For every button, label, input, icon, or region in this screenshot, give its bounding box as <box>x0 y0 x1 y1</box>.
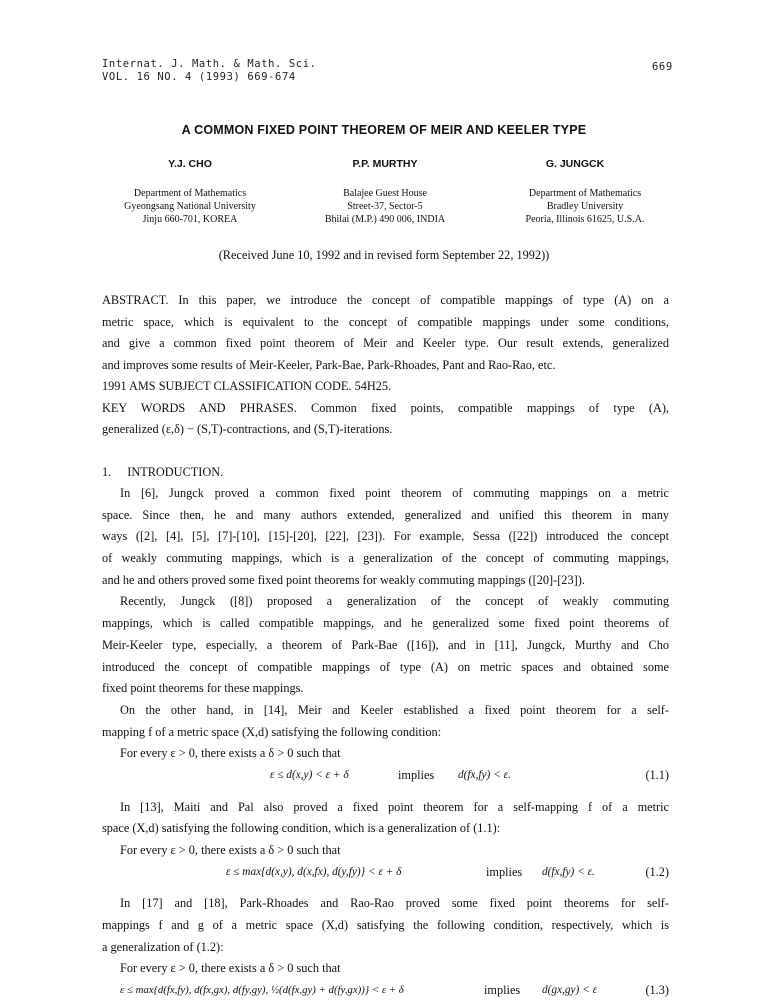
paragraph-line: introduced the concept of compatible mappings of type (A) on metric spaces and obtained some <box>102 659 669 674</box>
author-name: P.P. MURTHY <box>352 158 418 170</box>
paragraph-line: In [13], Maiti and Pal also proved a fixed point theorem for a self-mapping f of a metric <box>120 799 669 814</box>
affiliation-line: Peoria, Illinois 61625, U.S.A. <box>525 214 645 225</box>
equation-1-2 <box>102 862 669 884</box>
equation-number: (1.2) <box>645 864 669 879</box>
paper-title: A COMMON FIXED POINT THEOREM OF MEIR AND KEELER TYPE <box>181 123 587 137</box>
paragraph-line: On the other hand, in [14], Meir and Keeler established a fixed point theorem for a self- <box>120 702 669 717</box>
paragraph-line: space (X,d) satisfying the following condition, which is a generalization of (1.1): <box>102 821 501 836</box>
author-name: G. JUNGCK <box>545 158 605 170</box>
affiliation-line: Bhilai (M.P.) 490 006, INDIA <box>324 214 446 225</box>
equation-rhs: d(fx,fy) < ε. <box>542 865 595 878</box>
affiliation-line: Street-37, Sector-5 <box>347 201 423 212</box>
condition-intro: For every ε > 0, there exists a δ > 0 such that <box>120 961 341 976</box>
journal-volume: VOL. 16 NO. 4 (1993) 669-674 <box>102 71 296 83</box>
section-heading <box>102 462 223 484</box>
affiliation-line: Department of Mathematics <box>133 188 247 199</box>
abstract-line: and give a common fixed point theorem of Meir and Keeler type. Our result extends, generalized <box>102 336 669 351</box>
paragraph-line: a generalization of (1.2): <box>102 939 224 954</box>
paragraph-line: Recently, Jungck ([8]) proposed a generalization of the concept of weakly commuting <box>120 594 669 609</box>
condition-intro: For every ε > 0, there exists a δ > 0 such that <box>120 746 341 761</box>
paragraph-line: fixed point theorems for these mappings. <box>102 681 304 696</box>
affiliation-line: Bradley University <box>546 201 624 212</box>
condition-intro: For every ε > 0, there exists a δ > 0 such that <box>120 843 341 857</box>
equation-implies: implies <box>486 864 523 879</box>
paragraph-line: and he and others proved some fixed point theorems for weakly commuting mappings ([20]-[23]). <box>102 572 585 587</box>
equation-implies: implies <box>484 983 521 998</box>
equation-rhs: d(gx,gy) < ε <box>542 984 598 997</box>
paragraph-line: of weakly commuting mappings, which is a generalization of the concept of commuting mappings, <box>102 551 669 566</box>
equation-lhs: ε ≤ max{d(fx,fy), d(fx,gx), d(fy,gy), ½(d(fx,gy) + d(fy,gx))} < ε + δ <box>120 984 404 997</box>
affiliation-line: Balajee Guest House <box>343 188 427 199</box>
page-number: 669 <box>652 61 673 73</box>
received-dates: (Received June 10, 1992 and in revised form September 22, 1992)) <box>218 248 550 262</box>
abstract-line: ABSTRACT. In this paper, we introduce the concept of compatible mappings of type (A) on a <box>102 293 669 307</box>
affiliation-line: Department of Mathematics <box>528 188 642 199</box>
paragraph-line: mapping f of a metric space (X,d) satisfying the following condition: <box>102 724 442 739</box>
abstract-line: metric space, which is equivalent to the concept of compatible mappings under some conditions, <box>102 314 669 329</box>
author-name: Y.J. CHO <box>168 158 212 170</box>
paragraph-line: mappings, which is called compatible mappings, and he generalized some fixed point theorems of <box>102 616 669 631</box>
paragraph-line: space. Since then, he and many authors extended, generalized and unified this theorem in many <box>102 507 669 522</box>
keywords-line: KEY WORDS AND PHRASES. Common fixed points, compatible mappings of type (A), <box>102 400 669 415</box>
equation-1-1 <box>102 765 669 787</box>
equation-lhs: ε ≤ max{d(x,y), d(x,fx), d(y,fy)} < ε + δ <box>226 865 402 878</box>
journal-name: Internat. J. Math. & Math. Sci. <box>102 58 317 70</box>
author-affiliation <box>80 187 300 226</box>
abstract-line: and improves some results of Meir-Keeler, Park-Bae, Park-Rhoades, Pant and Rao-Rao, etc. <box>102 358 556 373</box>
affiliation-line: Jinju 660-701, KOREA <box>142 214 238 225</box>
equation-lhs: ε ≤ d(x,y) < ε + δ <box>270 768 349 781</box>
introduction <box>102 483 669 1002</box>
paragraph-line: mappings f and g of a metric space (X,d) satisfying the following condition, respectively, which is <box>102 918 669 933</box>
author-affiliation <box>285 187 485 226</box>
paragraph-line: In [6], Jungck proved a common fixed point theorem of commuting mappings on a metric <box>120 486 669 500</box>
equation-number: (1.1) <box>645 767 669 782</box>
ams-classification: 1991 AMS SUBJECT CLASSIFICATION CODE. 54H25. <box>102 379 392 393</box>
paragraph-line: Meir-Keeler type, especially, a theorem of Park-Bae ([16]), and in [11], Jungck, Murthy and Cho <box>102 637 669 652</box>
abstract <box>102 290 669 377</box>
keywords-line: generalized (ε,δ) − (S,T)-contractions, and (S,T)-iterations. <box>102 422 393 437</box>
author-affiliation <box>475 187 695 226</box>
section-number: 1. <box>102 465 112 479</box>
keywords-block <box>102 376 669 441</box>
equation-number: (1.3) <box>645 983 669 998</box>
equation-1-3 <box>102 980 669 1002</box>
equation-rhs: d(fx,fy) < ε. <box>458 768 511 781</box>
affiliation-line: Gyeongsang National University <box>124 201 256 212</box>
paragraph-line: In [17] and [18], Park-Rhoades and Rao-Rao proved some fixed point theorems for self- <box>120 896 669 911</box>
equation-implies: implies <box>398 767 435 782</box>
section-title: INTRODUCTION. <box>127 465 224 479</box>
paragraph-line: ways ([2], [4], [5], [7]-[10], [15]-[20], [22], [23]). For example, Sessa ([22]) introduced the concept <box>102 529 669 544</box>
